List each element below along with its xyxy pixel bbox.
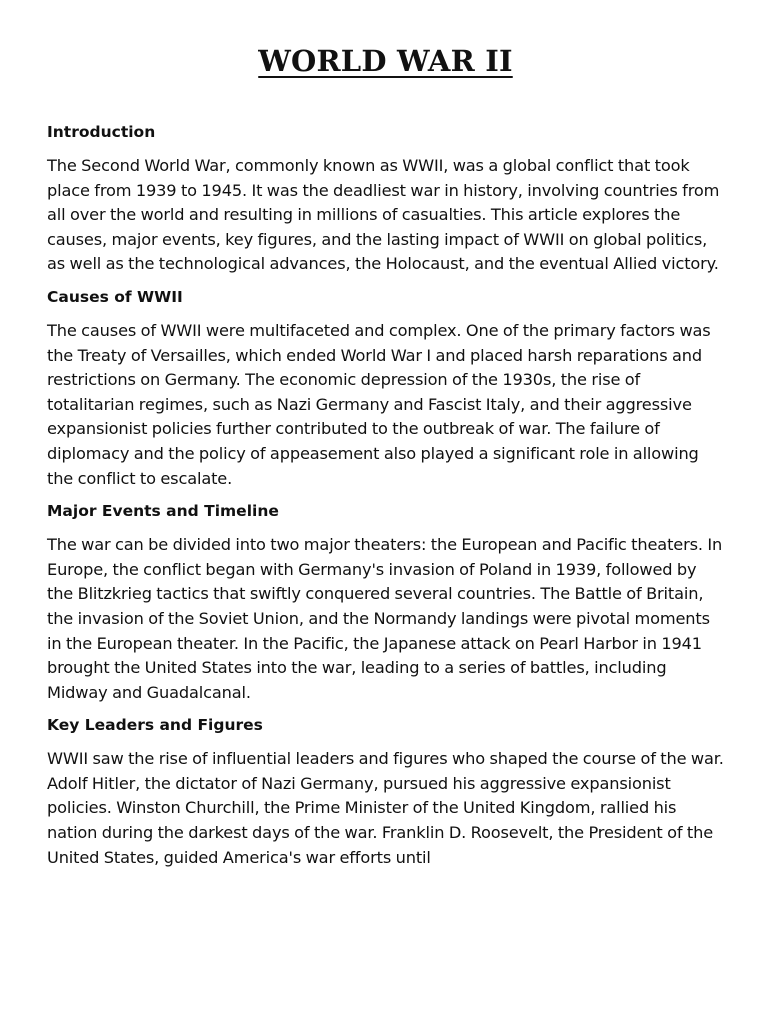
section-paragraph: The causes of WWII were multifaceted and complex. One of the primary factors was the Treaty of Versailles, which ended World War I and placed harsh reparations and restrictions on Germany. The economic depression of the 1930s, the rise of totalitarian regimes, such as Nazi Germany and Fascist Italy, and their aggressive expansionist policies further contributed to the outbreak of war. The failure of diplomacy and the policy of appeasement also played a significant role in allowing the conflict to escalate. — [47, 320, 711, 488]
section-heading: Key Leaders and Figures — [47, 716, 263, 735]
section-causes — [47, 287, 724, 491]
section-heading: Major Events and Timeline — [47, 502, 279, 521]
section-heading: Causes of WWII — [47, 287, 183, 306]
section-key-leaders — [47, 715, 724, 870]
section-paragraph: WWII saw the rise of influential leaders and figures who shaped the course of the war. Adolf Hitler, the dictator of Nazi Germany, pursued his aggressive expansionist policies. Winston Churchill, the Prime Minister of the United Kingdom, rallied his nation during the darkest days of the war. Franklin D. Roosevelt, the President of the United States, guided America's war efforts until — [47, 749, 724, 867]
section-major-events — [47, 501, 724, 705]
section-paragraph: The Second World War, commonly known as WWII, was a global conflict that took place from 1939 to 1945. It was the deadliest war in history, involving countries from all over the world and resulting in millions of casualties. This article explores the causes, major events, key figures, and the lasting impact of WWII on global politics, as well as the technological advances, the Holocaust, and the eventual Allied victory. — [47, 156, 720, 274]
section-paragraph: The war can be divided into two major theaters: the European and Pacific theaters. In Europe, the conflict began with Germany's invasion of Poland in 1939, followed by the Blitzkrieg tactics that swiftly conquered several countries. The Battle of Britain, the invasion of the Soviet Union, and the Normandy landings were pivotal moments in the European theater. In the Pacific, the Japanese attack on Pearl Harbor in 1941 brought the United States into the war, leading to a series of battles, including Midway and Guadalcanal. — [47, 535, 723, 702]
document-title: WORLD WAR II — [258, 44, 513, 78]
section-heading: Introduction — [47, 123, 156, 141]
section-introduction — [47, 122, 724, 277]
